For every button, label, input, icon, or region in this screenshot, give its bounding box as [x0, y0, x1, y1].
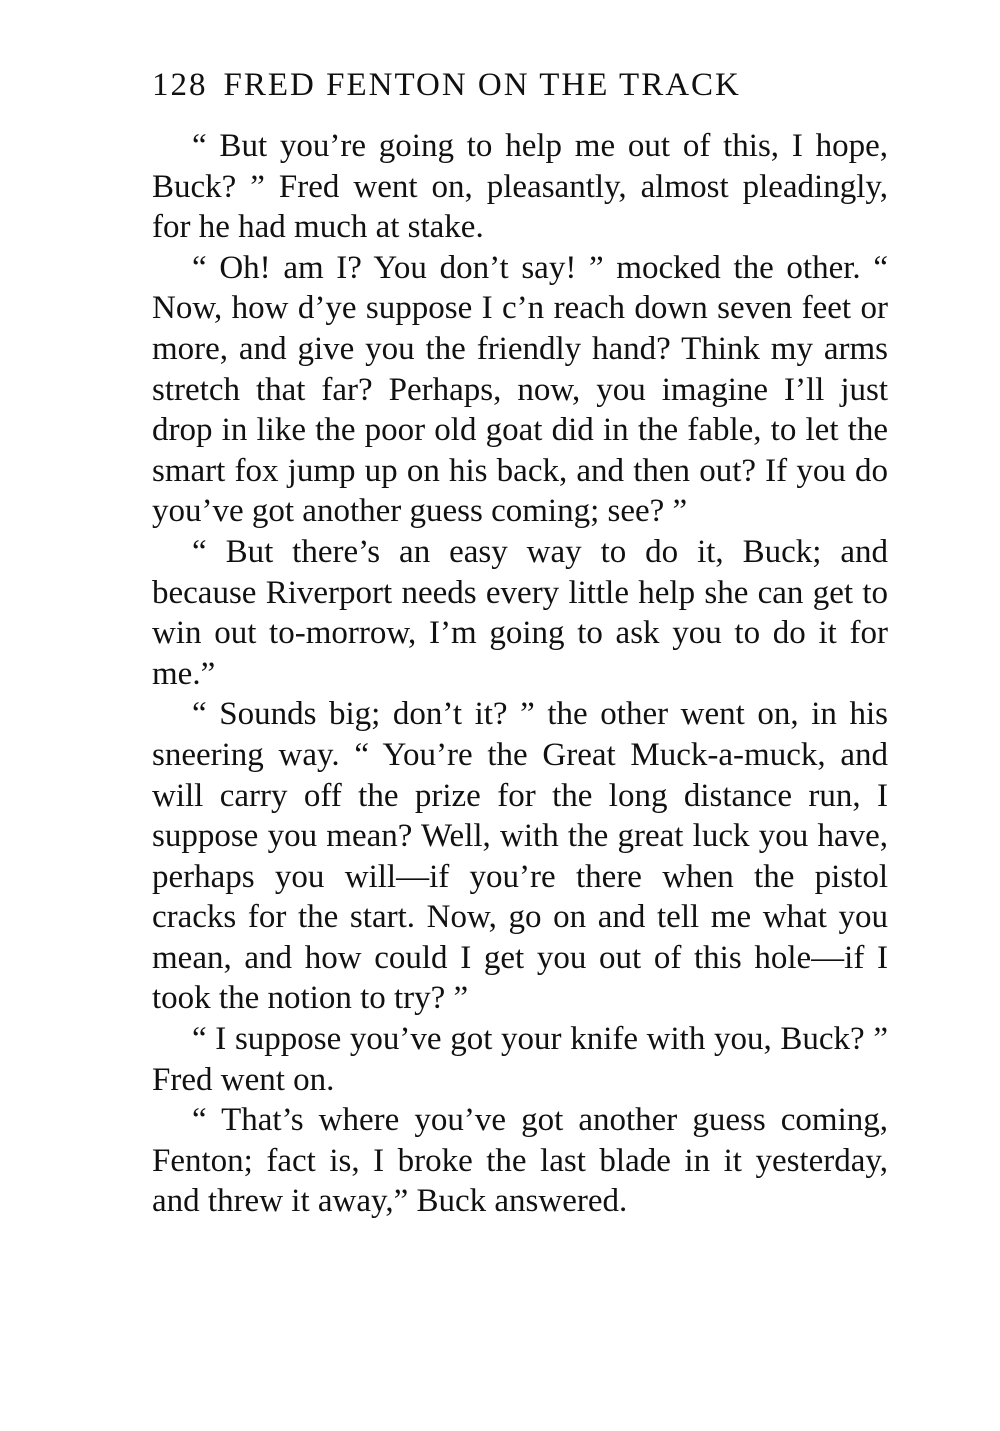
body-text [152, 126, 888, 1222]
paragraph: “ Sounds big; don’t it? ” the other went on, in his sneering way. “ You’re the Great Muck-a-muck, and will carry off the prize for the long distance run, I suppose you mean? Well, with the great luck you have, perhaps you will—if you’re there when the pistol cracks for the start. Now, go on and tell me what you mean, and how could I get you out of this hole—if I took the notion to try? ” [152, 696, 888, 1017]
paragraph: “ But there’s an easy way to do it, Buck; and because Riverport needs every little help she can get to win out to-morrow, I’m going to ask you to do it for me.” [152, 533, 888, 692]
paragraph: “ That’s where you’ve got another guess coming, Fenton; fact is, I broke the last blade in it yesterday, and threw it away,” Buck answered. [152, 1102, 888, 1220]
book-page [152, 62, 888, 1362]
running-head [152, 62, 888, 112]
running-title: FRED FENTON ON THE TRACK [223, 67, 741, 103]
page-number: 128 [152, 67, 208, 103]
paragraph: “ But you’re going to help me out of this, I hope, Buck? ” Fred went on, pleasantly, almost pleadingly, for he had much at stake. [152, 128, 888, 246]
paragraph: “ Oh! am I? You don’t say! ” mocked the other. “ Now, how d’ye suppose I c’n reach down seven feet or more, and give you the friendly hand? Think my arms stretch that far? Perhaps, now, you imagine I’ll just drop in like the poor old goat did in the fable, to let the smart fox jump up on his back, and then out? If you do you’ve got another guess coming; see? ” [152, 249, 888, 530]
paragraph: “ I suppose you’ve got your knife with you, Buck? ” Fred went on. [152, 1021, 888, 1098]
